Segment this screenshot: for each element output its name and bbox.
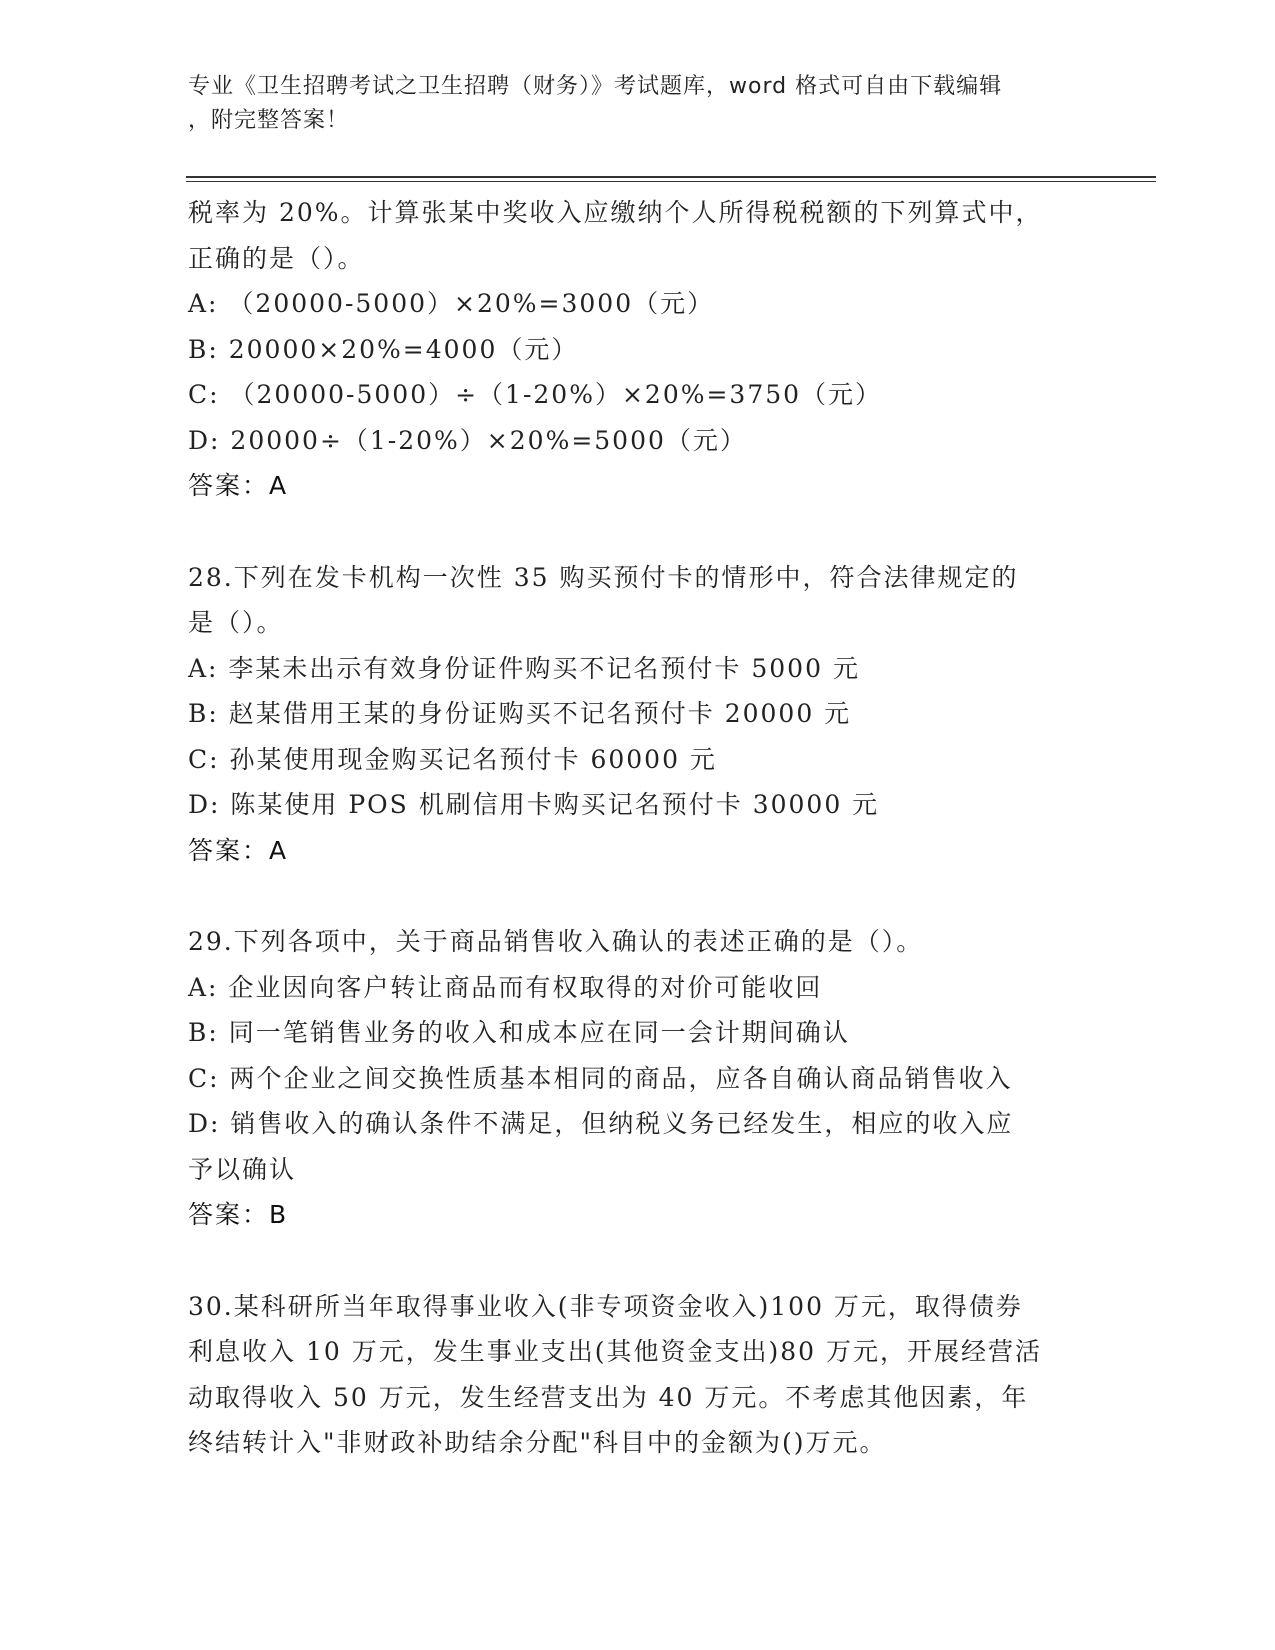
option-b: B: 20000×20%=4000（元）: [188, 334, 579, 364]
question-stem: 是（）。: [188, 608, 284, 637]
option-d-continued: 予以确认: [188, 1154, 297, 1184]
answer-label: 答案：A: [188, 835, 289, 865]
question-27: [188, 190, 1088, 509]
option-a: A: 企业因向客户转让商品而有权取得的对价可能收回: [188, 972, 823, 1002]
option-c: C: 两个企业之间交换性质基本相同的商品，应各自确认商品销售收入: [188, 1063, 1013, 1093]
answer-label: 答案：A: [188, 471, 289, 500]
question-30: [188, 1284, 1088, 1466]
question-stem: 正确的是（）。: [188, 243, 365, 273]
question-stem: 30.某科研所当年取得事业收入(非专项资金收入)100 万元，取得债券: [188, 1291, 1023, 1321]
option-a: A: 李某未出示有效身份证件购买不记名预付卡 5000 元: [188, 653, 860, 683]
answer-label: 答案：B: [188, 1200, 289, 1229]
header-divider-thick: [186, 176, 1156, 178]
question-stem: 税率为 20%。计算张某中奖收入应缴纳个人所得税税额的下列算式中，: [188, 198, 1043, 227]
header-divider-thin: [186, 181, 1156, 182]
option-a: A: （20000-5000）×20%=3000（元）: [188, 289, 715, 318]
option-c: C: 孙某使用现金购买记名预付卡 60000 元: [188, 744, 717, 774]
question-stem: 29.下列各项中，关于商品销售收入确认的表述正确的是（）。: [188, 927, 924, 956]
header-title-line-2: ，附完整答案！: [188, 108, 350, 133]
option-d: D: 20000÷（1-20%）×20%=5000（元）: [188, 425, 747, 455]
option-b: B: 同一笔销售业务的收入和成本应在同一会计期间确认: [188, 1018, 850, 1047]
option-d: D: 销售收入的确认条件不满足，但纳税义务已经发生，相应的收入应: [188, 1109, 1014, 1138]
question-stem: 28.下列在发卡机构一次性 35 购买预付卡的情形中，符合法律规定的: [188, 562, 1019, 592]
question-stem: 终结转计入"非财政补助结余分配"科目中的金额为()万元。: [188, 1428, 887, 1457]
document-body: [188, 190, 1088, 1466]
question-stem: 利息收入 10 万元，发生事业支出(其他资金支出)80 万元，开展经营活: [188, 1337, 1042, 1366]
question-stem: 动取得收入 50 万元，发生经营支出为 40 万元。不考虑其他因素，年: [188, 1382, 1029, 1412]
page-header: [188, 70, 1088, 138]
question-28: [188, 555, 1088, 874]
option-b: B: 赵某借用王某的身份证购买不记名预付卡 20000 元: [188, 699, 852, 728]
header-title-line-1: 专业《卫生招聘考试之卫生招聘（财务）》考试题库，word 格式可自由下载编辑: [188, 74, 1003, 99]
option-c: C: （20000-5000）÷（1-20%）×20%=3750（元）: [188, 380, 883, 409]
option-d: D: 陈某使用 POS 机刷信用卡购买记名预付卡 30000 元: [188, 790, 880, 819]
question-29: [188, 919, 1088, 1238]
